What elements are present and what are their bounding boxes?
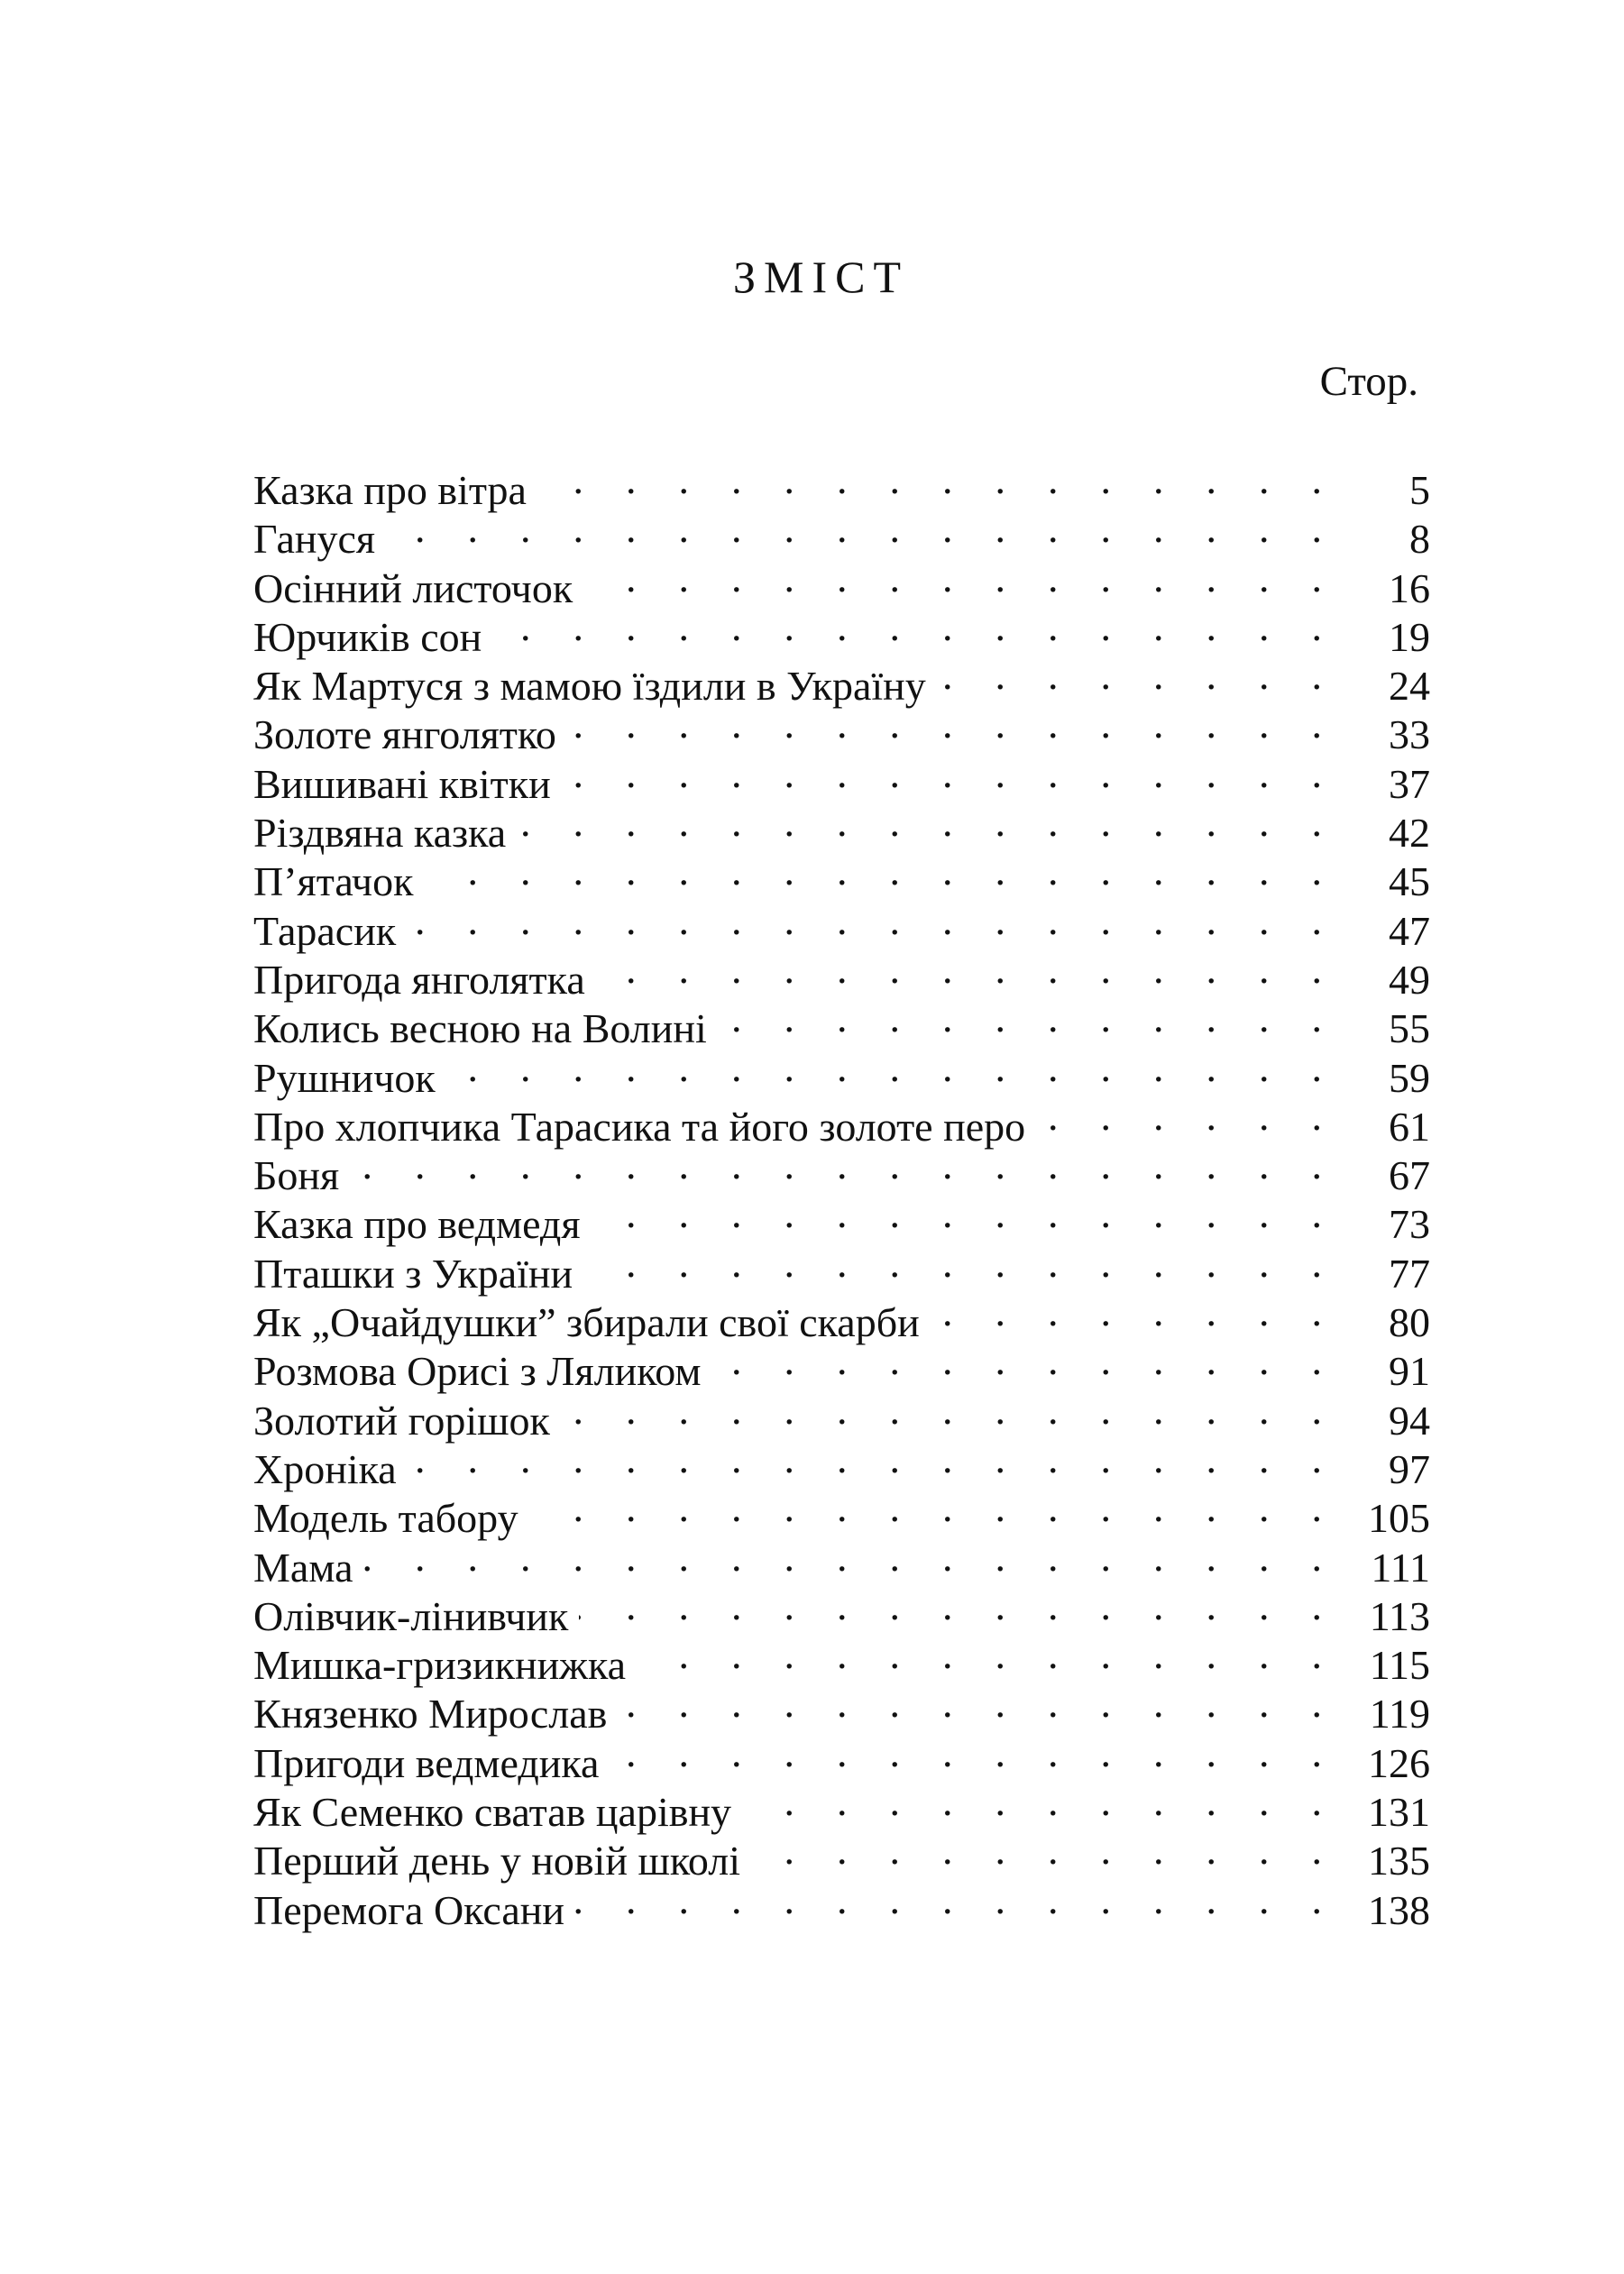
- toc-entry-title: Мишка-гризикнижка: [253, 1641, 637, 1690]
- toc-dot-leader: [751, 1826, 1329, 1875]
- toc-dot-leader: [529, 1483, 1329, 1532]
- toc-entry-title: Вишивані квітки: [253, 760, 562, 809]
- toc-entry-page: 126: [1329, 1739, 1430, 1788]
- toc-entry-page: 119: [1329, 1690, 1430, 1738]
- toc-entry-page: 80: [1329, 1298, 1430, 1347]
- toc-entry-title: Боня: [253, 1151, 350, 1200]
- toc-entry-title: Пригода янголятка: [253, 956, 596, 1004]
- toc-dot-leader: [592, 1189, 1330, 1238]
- toc-entry-page: 135: [1329, 1837, 1430, 1885]
- toc-dot-leader: [562, 749, 1329, 798]
- toc-dot-leader: [583, 1239, 1329, 1288]
- toc-entry-page: 33: [1329, 711, 1430, 759]
- toc-entry-title: Перемога Оксани: [253, 1886, 575, 1935]
- toc-entry-page: 47: [1329, 907, 1430, 956]
- toc-entry: [253, 945, 1430, 1003]
- toc-entry: [253, 1582, 1430, 1639]
- toc-entry: [253, 896, 1430, 954]
- page-column-label: Стор.: [1319, 358, 1418, 405]
- toc-entry-page: 111: [1329, 1544, 1430, 1592]
- toc-entry-page: 138: [1329, 1886, 1430, 1935]
- toc-entry-title: Князенко Мирослав: [253, 1690, 618, 1738]
- toc-entry-title: Пташки з України: [253, 1250, 583, 1298]
- toc-entry-title: Пригоди ведмедика: [253, 1739, 610, 1788]
- toc-entry-page: 42: [1329, 809, 1430, 857]
- toc-entry-title: Юрчиків сон: [253, 613, 492, 662]
- toc-dot-leader: [596, 945, 1329, 994]
- toc-entry-page: 55: [1329, 1004, 1430, 1053]
- toc-entry-page: 16: [1329, 564, 1430, 613]
- toc-dot-leader: [407, 896, 1329, 945]
- toc-dot-leader: [579, 1582, 1329, 1630]
- toc-entry-title: Золоте янголятко: [253, 711, 567, 759]
- toc-entry-title: Розмова Орисі з Ляликом: [253, 1347, 711, 1396]
- toc-entry: [253, 455, 1430, 513]
- toc-entry-title: Мама: [253, 1544, 364, 1592]
- toc-entry-page: 5: [1329, 466, 1430, 515]
- toc-entry-title: Різдвяна казка: [253, 809, 517, 857]
- toc-entry-page: 49: [1329, 956, 1430, 1004]
- toc-entry-title: П’ятачок: [253, 857, 424, 906]
- toc-entry-title: Олівчик-лінивчик: [253, 1592, 579, 1641]
- toc-dot-leader: [517, 798, 1329, 847]
- toc-entry-title: Як „Очайдушки” збирали свої скарби: [253, 1298, 931, 1347]
- toc-entry-title: Як Семенко сватав царівну: [253, 1788, 742, 1837]
- toc-entry-page: 73: [1329, 1200, 1430, 1249]
- toc-entry-page: 8: [1329, 515, 1430, 564]
- toc-entry-title: Казка про вітра: [253, 466, 537, 515]
- toc-dot-leader: [1036, 1092, 1329, 1141]
- toc-entry-title: Казка про ведмедя: [253, 1200, 592, 1249]
- toc-entry-page: 105: [1329, 1494, 1430, 1543]
- toc-dot-leader: [718, 994, 1329, 1042]
- toc-entry-page: 45: [1329, 857, 1430, 906]
- toc-entry-page: 24: [1329, 662, 1430, 711]
- toc-entry-page: 131: [1329, 1788, 1430, 1837]
- toc-entry-title: Золотий горішок: [253, 1397, 561, 1445]
- toc-entry-page: 115: [1329, 1641, 1430, 1690]
- toc-entry-page: 67: [1329, 1151, 1430, 1200]
- toc-entry-page: 113: [1329, 1592, 1430, 1641]
- toc-entry-title: Осінний листочок: [253, 564, 583, 613]
- toc-dot-leader: [583, 554, 1329, 602]
- toc-dot-leader: [637, 1630, 1329, 1679]
- toc-entry-title: Гануся: [253, 515, 386, 564]
- toc-entry-title: Про хлопчика Тарасика та його золоте перо: [253, 1103, 1036, 1151]
- toc-entry-page: 97: [1329, 1445, 1430, 1494]
- toc-entry-title: Колись весною на Волині: [253, 1004, 718, 1053]
- toc-dot-leader: [931, 1288, 1329, 1336]
- toc-entry: [253, 554, 1430, 611]
- toc-dot-leader: [610, 1728, 1329, 1777]
- toc-dot-leader: [742, 1777, 1329, 1826]
- toc-dot-leader: [937, 651, 1329, 700]
- toc-entry-title: Як Мартуся з мамою їздили в Україну: [253, 662, 937, 711]
- toc-entry-title: Перший день у новій школі: [253, 1837, 751, 1885]
- table-of-contents: [253, 455, 1430, 1933]
- toc-entry-page: 91: [1329, 1347, 1430, 1396]
- toc-entry-page: 19: [1329, 613, 1430, 662]
- toc-entry-page: 61: [1329, 1103, 1430, 1151]
- toc-dot-leader: [492, 602, 1329, 651]
- toc-entry: [253, 1189, 1430, 1248]
- toc-entry-page: 94: [1329, 1397, 1430, 1445]
- toc-dot-leader: [618, 1679, 1329, 1728]
- toc-entry-title: Хроніка: [253, 1445, 408, 1494]
- toc-entry-title: Тарасик: [253, 907, 407, 956]
- toc-entry-page: 59: [1329, 1054, 1430, 1103]
- toc-dot-leader: [424, 847, 1329, 895]
- toc-entry-title: Модель табору: [253, 1494, 529, 1543]
- toc-entry-page: 77: [1329, 1250, 1430, 1298]
- toc-entry-page: 37: [1329, 760, 1430, 809]
- toc-entry: [253, 1483, 1430, 1542]
- page-title: ЗМІСТ: [732, 252, 910, 302]
- toc-entry-title: Рушничок: [253, 1054, 446, 1103]
- toc-dot-leader: [537, 455, 1329, 504]
